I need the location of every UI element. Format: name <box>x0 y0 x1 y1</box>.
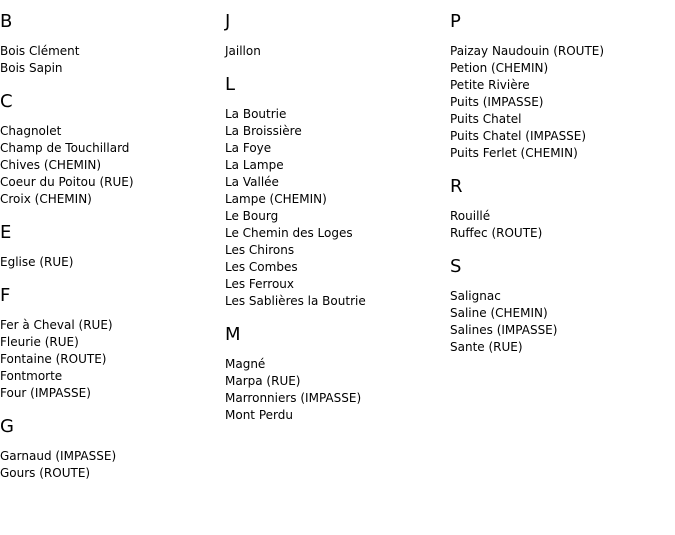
street-name: Paizay Naudouin (ROUTE) <box>450 44 605 58</box>
section-letter: F <box>0 285 11 306</box>
street-name: Eglise (RUE) <box>0 255 74 269</box>
street-name: Puits Chatel <box>450 112 522 126</box>
letter-group <box>0 285 134 402</box>
street-name: Marpa (RUE) <box>225 374 301 388</box>
letter-group <box>0 222 134 271</box>
street-name: Garnaud (IMPASSE) <box>0 449 117 463</box>
street-name: Salignac <box>450 289 501 303</box>
section-letter: P <box>450 11 461 32</box>
street-name: Salines (IMPASSE) <box>450 323 558 337</box>
street-name: Petite Rivière <box>450 78 530 92</box>
street-name: Chives (CHEMIN) <box>0 158 102 172</box>
letter-group <box>225 11 366 60</box>
letter-group <box>0 11 134 77</box>
street-name: Petion (CHEMIN) <box>450 61 549 75</box>
street-name: Les Sablières la Boutrie <box>225 294 366 308</box>
letter-group <box>225 324 366 424</box>
street-name: Jaillon <box>225 44 261 58</box>
street-name: Bois Clément <box>0 44 80 58</box>
letter-group <box>450 11 604 162</box>
letter-group <box>225 74 366 310</box>
street-name: Puits Chatel (IMPASSE) <box>450 129 587 143</box>
street-name: Puits (IMPASSE) <box>450 95 544 109</box>
street-name: La Boutrie <box>225 107 287 121</box>
street-name: Les Chirons <box>225 243 295 257</box>
street-name: Rouillé <box>450 209 491 223</box>
street-name: Four (IMPASSE) <box>0 386 91 400</box>
section-letter: C <box>0 91 13 112</box>
street-name: Fleurie (RUE) <box>0 335 79 349</box>
street-name: Fontmorte <box>0 369 63 383</box>
street-name: Sante (RUE) <box>450 340 523 354</box>
street-name: Fontaine (ROUTE) <box>0 352 107 366</box>
street-name: La Foye <box>225 141 272 155</box>
street-name: La Vallée <box>225 175 279 189</box>
street-name: Champ de Touchillard <box>0 141 130 155</box>
street-name: Puits Ferlet (CHEMIN) <box>450 146 578 160</box>
letter-group <box>0 91 134 208</box>
section-letter: B <box>0 11 13 32</box>
street-name: Saline (CHEMIN) <box>450 306 548 320</box>
street-name: Croix (CHEMIN) <box>0 192 92 206</box>
street-name: Bois Sapin <box>0 61 63 75</box>
street-column-1 <box>0 0 134 496</box>
street-name: Chagnolet <box>0 124 62 138</box>
street-name: Le Bourg <box>225 209 279 223</box>
street-column-2 <box>225 0 366 438</box>
street-name: Lampe (CHEMIN) <box>225 192 327 206</box>
street-name: Les Ferroux <box>225 277 294 291</box>
section-letter: M <box>225 324 241 345</box>
street-name: Fer à Cheval (RUE) <box>0 318 113 332</box>
letter-group <box>450 256 604 356</box>
section-letter: L <box>225 74 236 95</box>
street-name: Magné <box>225 357 266 371</box>
street-name: Gours (ROUTE) <box>0 466 91 480</box>
letter-group <box>450 176 604 242</box>
street-name: Le Chemin des Loges <box>225 226 353 240</box>
section-letter: S <box>450 256 462 277</box>
street-name: Coeur du Poitou (RUE) <box>0 175 134 189</box>
section-letter: E <box>0 222 12 243</box>
section-letter: J <box>225 11 231 32</box>
street-column-3 <box>450 0 604 370</box>
street-name: La Broissière <box>225 124 302 138</box>
street-name: Les Combes <box>225 260 298 274</box>
section-letter: R <box>450 176 463 197</box>
street-name: Ruffec (ROUTE) <box>450 226 543 240</box>
section-letter: G <box>0 416 14 437</box>
street-name: Mont Perdu <box>225 408 293 422</box>
street-name: La Lampe <box>225 158 284 172</box>
street-name: Marronniers (IMPASSE) <box>225 391 362 405</box>
letter-group <box>0 416 134 482</box>
